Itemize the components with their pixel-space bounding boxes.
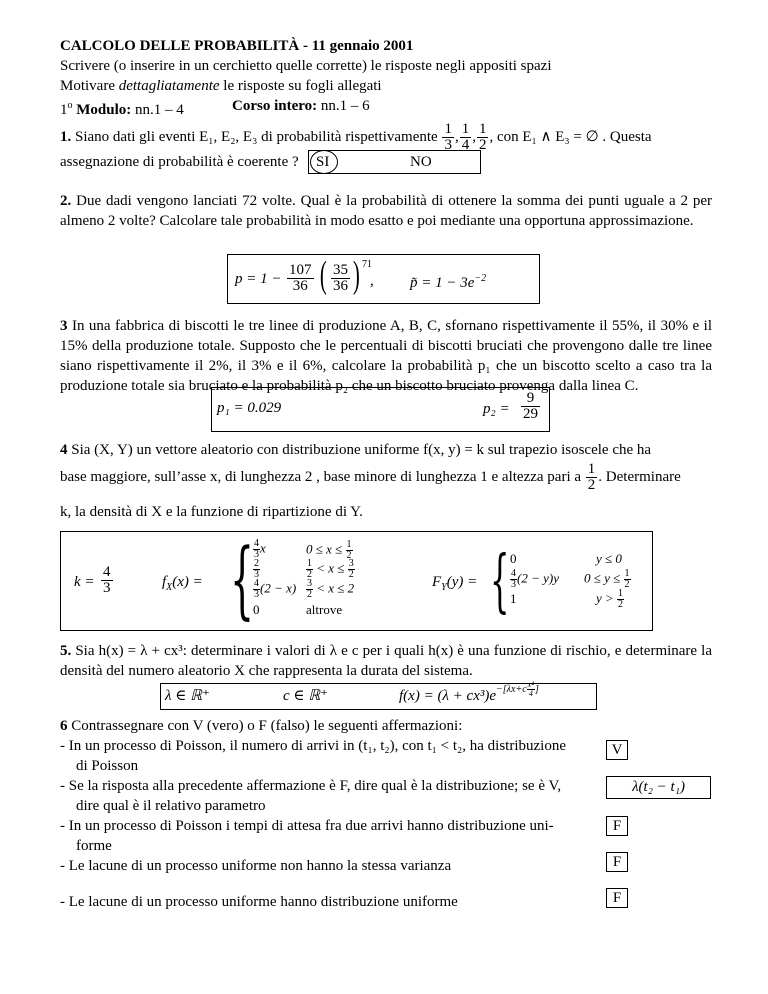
q1-text-line1: 1. Siano dati gli eventi E₁, E₂, E₃ di probabilità rispettivamente $\frac{1}{3}$ , $\frac{1}{4}$ , $\frac{1}{2}$ , con E₁ ∧ E₃ = ∅ . Questa: [60, 121, 652, 154]
instruction-2: Motivare dettagliatamente le risposte su fogli allegati: [60, 78, 382, 94]
q4-fx-lhs: $f_X(x)$ =: [162, 574, 203, 593]
q2-paren-right: ): [352, 254, 360, 296]
q4-Fy-row3-cond: y > $\frac{1}{2}$: [596, 588, 624, 610]
q4-k-lhs: k =: [74, 574, 95, 590]
q6-item-2-line2: dire qual è il relativo parametro: [76, 798, 266, 814]
module-line: 1$^o$ Modulo: nn.1 – 4: [60, 100, 184, 118]
q1-frac-2: $\frac{1}{4}$: [461, 121, 470, 154]
course-line: Corso intero: nn.1 – 6: [232, 98, 370, 114]
q1-option-yes[interactable]: SI: [316, 154, 330, 170]
q2-p-lhs: p = 1 −: [235, 271, 282, 287]
q6-item-1-line1: - In un processo di Poisson, il numero di arrivi in (t₁, t₂), con t₁ < t₂, ha distribuzione: [60, 738, 566, 754]
q3-text: 3 In una fabbrica di biscotti le tre linee di produzione A, B, C, sfornano rispettivamente il 55%, il 30% e il 15% della produzione totale. Supposto che le percentuali di biscotti bruciati che provengono dalle tre linee siano rispettivamente il 2%, il 3% e il 6%, calcolare la probabilità p₁ che un biscotto scelto a caso tra la produzione totale sia bruciato e la probabilità p₂ che un biscotto bruciato provenga dalla linea C.: [60, 318, 712, 394]
q1-option-no[interactable]: NO: [410, 154, 432, 170]
q6-item-2-line1: - Se la risposta alla precedente affermazione è F, dire qual è la distribuzione; se è V,: [60, 778, 562, 794]
q6-item-2-answer[interactable]: λ(t₂ − t₁): [606, 776, 711, 799]
q4-text-line3: k, la densità di X e la funzione di ripartizione di Y.: [60, 504, 363, 520]
q6-item-5-line1: - Le lacune di un processo uniforme hanno distribuzione uniforme: [60, 894, 458, 910]
q4-fx-row2-val: $\frac{2}{3}$: [254, 558, 259, 580]
q4-fx-row1-cond: 0 ≤ x ≤ $\frac{1}{2}$: [306, 539, 352, 561]
q4-Fy-row1-val: 0: [510, 551, 517, 566]
q4-Fy-row2-cond: 0 ≤ y ≤ $\frac{1}{2}$: [584, 568, 630, 590]
q6-item-3-line2: forme: [76, 838, 112, 854]
q4-fx-row2-cond: $\frac{1}{2}$ < x ≤ $\frac{3}{2}$: [307, 558, 354, 580]
q4-Fy-lhs: $F_Y(y)$ =: [432, 574, 478, 593]
q6-item-4-answer[interactable]: F: [606, 852, 628, 872]
q4-fx-brace: {: [230, 530, 255, 628]
q2-frac-35-36: $\frac{35}{36}$: [333, 262, 348, 294]
q6-intro: 6 Contrassegnare con V (vero) o F (falso) le seguenti affermazioni:: [60, 718, 463, 734]
q6-item-4-line1: - Le lacune di un processo uniforme non hanno la stessa varianza: [60, 858, 452, 874]
q2-text: 2. Due dadi vengono lanciati 72 volte. Qual è la probabilità di ottenere la somma dei punti uguale a 2 per almeno 2 volte? Calcolare tale probabilità in modo esatto e poi mediante una opportuna approssimazione.: [60, 193, 712, 229]
q1-frac-3: $\frac{1}{2}$: [478, 121, 487, 154]
q6-item-3-answer[interactable]: F: [606, 816, 628, 836]
q4-fx-row3-val: $\frac{4}{3}$ (2 − x): [254, 578, 297, 600]
q4-fx-row3-cond: $\frac{3}{2}$ < x ≤ 2: [307, 578, 355, 600]
q4-answer-box: [60, 531, 653, 631]
instruction-1: Scrivere (o inserire in un cerchietto quelle corrette) le risposte negli appositi spazi: [60, 58, 552, 74]
q3-p2: p₂ =: [483, 401, 510, 417]
q4-fx-row4-val: 0: [253, 602, 260, 617]
q4-k-frac: $\frac{4}{3}$: [103, 564, 111, 596]
q5-f: $f(x) = (\lambda + cx^3)e^{-[\lambda x+c \frac{\text{x⁴}}{4} ]}$: [399, 680, 539, 704]
q4-Fy-row1-cond: y ≤ 0: [596, 551, 622, 566]
exam-title: CALCOLO DELLE PROBABILITÀ - 11 gennaio 2001: [60, 38, 414, 54]
q2-comma: ,: [370, 273, 374, 289]
q4-Fy-row3-val: 1: [510, 591, 517, 606]
q4-Fy-brace: {: [490, 542, 510, 621]
q5-lambda: λ ∈ ℝ⁺: [165, 688, 210, 704]
q2-ptilde: p̃ = $1 - 3e^{-2}$: [410, 273, 487, 291]
q6-item-3-line1: - In un processo di Poisson i tempi di attesa fra due arrivi hanno distribuzione uni-: [60, 818, 554, 834]
q4-text-line2: base maggiore, sull’asse x, di lunghezza 2 , base minore di lunghezza 1 e altezza pari a $\frac{1}{2}$ . Determinare: [60, 461, 681, 494]
q6-item-1-answer[interactable]: V: [606, 740, 628, 760]
q4-text-line1: 4 Sia (X, Y) un vettore aleatorio con distribuzione uniforme f(x, y) = k sul trapezio isoscele che ha: [60, 442, 652, 458]
q3-frac-9-29: $\frac{9}{29}$: [523, 390, 538, 422]
q2-exponent: 71: [362, 259, 372, 270]
q4-fx-row4-cond: altrove: [306, 602, 343, 617]
q4-Fy-row2-val: $\frac{4}{3}$ (2 − y)y: [511, 568, 559, 590]
q1-frac-1: $\frac{1}{3}$: [444, 121, 452, 154]
q5-text: 5. Sia h(x) = λ + cx³: determinare i valori di λ e c per i quali h(x) è una funzione di rischio, e determinare la densità del numero aleatorio X che rappresenta la durata del sistema.: [60, 643, 712, 679]
q2-paren-left: (: [319, 254, 327, 296]
q3-p1: p₁ = 0.029: [217, 400, 282, 416]
q4-fx-row1-val: $\frac{4}{3}$ x: [254, 538, 266, 560]
q6-item-1-line2: di Poisson: [76, 758, 139, 774]
q1-text-line2: assegnazione di probabilità è coerente ?: [60, 154, 299, 170]
q2-frac-107-36: $\frac{107}{36}$: [289, 262, 312, 294]
q6-item-5-answer[interactable]: F: [606, 888, 628, 908]
q5-c: c ∈ ℝ⁺: [283, 688, 329, 704]
